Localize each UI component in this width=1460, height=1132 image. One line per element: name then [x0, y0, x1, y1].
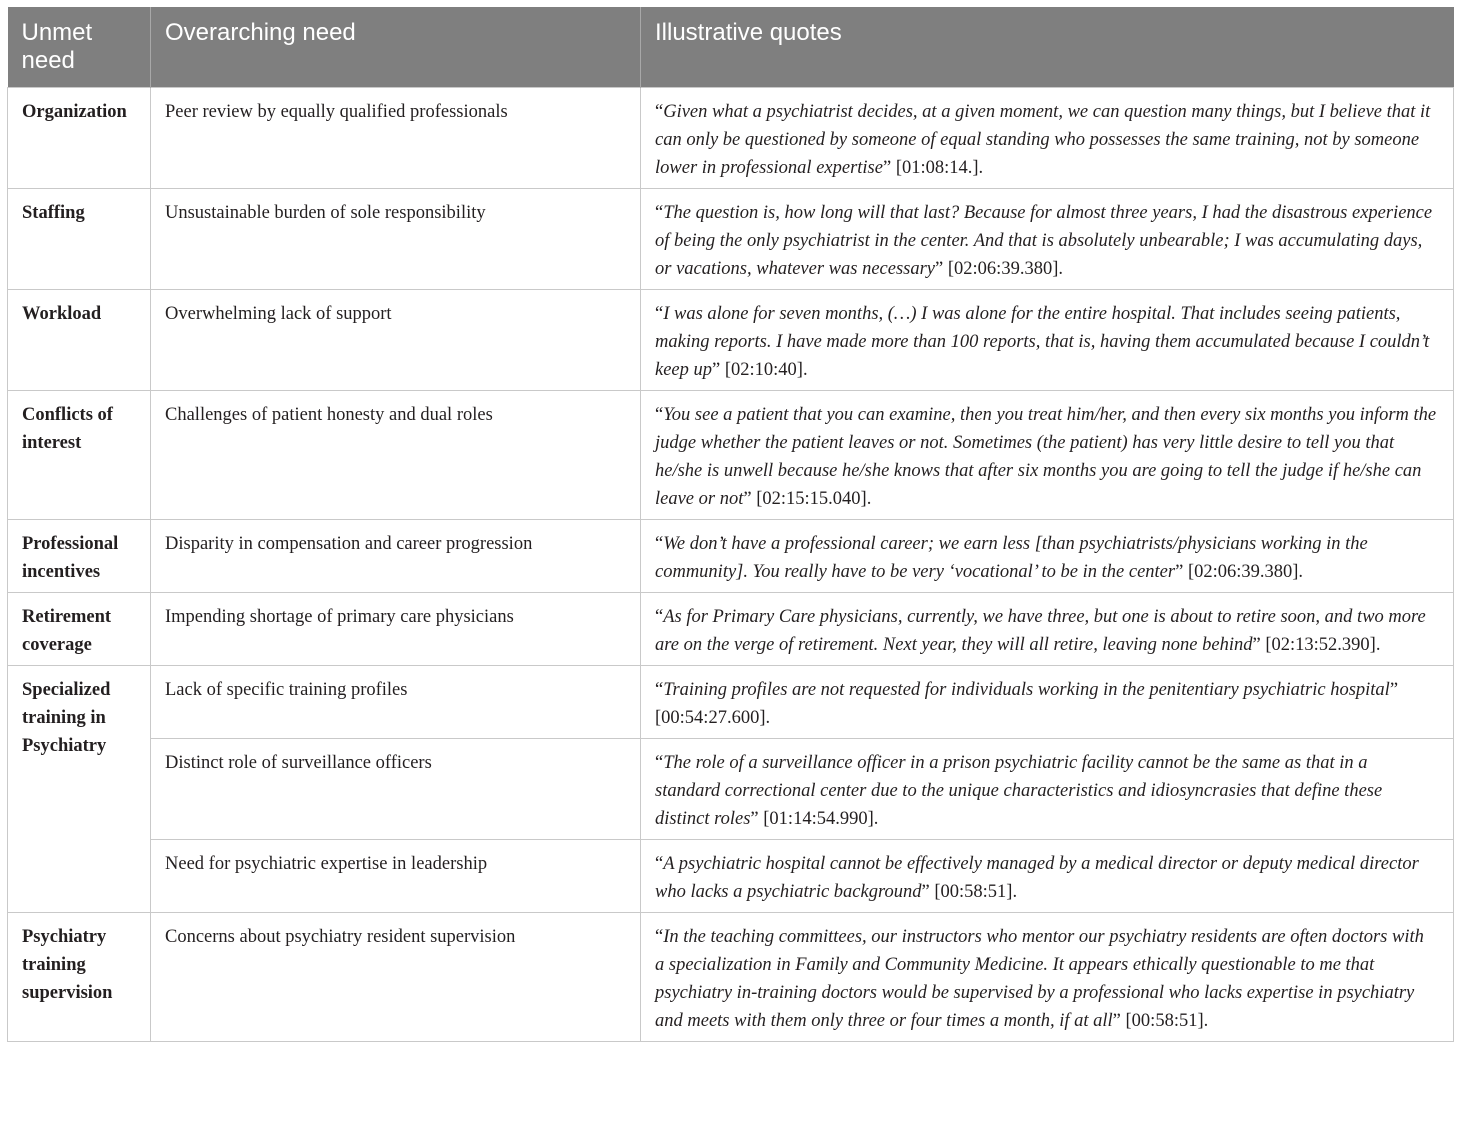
quote-text: Given what a psychiatrist decides, at a given moment, we can question many things, but I believe that it can only be questioned by someone of equal standing who possesses the same training, not by someone lower in professional expertise [655, 102, 1431, 178]
unmet-need-cell: Psychiatry training supervision [8, 913, 151, 1042]
unmet-need-cell: Organization [8, 88, 151, 189]
unmet-need-cell: Specialized training in Psychiatry [8, 666, 151, 913]
quote-timestamp: [02:13:52.390]. [1260, 635, 1381, 655]
quote-text: The role of a surveillance officer in a prison psychiatric facility cannot be the same as that in a standard correctional center due to the unique characteristics and idiosyncrasies that define these distinct roles [655, 753, 1383, 829]
overarching-need-cell: Concerns about psychiatry resident supervision [151, 913, 641, 1042]
table-row [8, 88, 1454, 189]
quote-timestamp: [01:08:14.]. [891, 158, 984, 178]
unmet-need-cell: Conflicts of interest [8, 391, 151, 520]
table-body [8, 88, 1454, 1042]
quote-timestamp: [02:06:39.380]. [1183, 562, 1304, 582]
quote-text: A psychiatric hospital cannot be effectively managed by a medical director or deputy medical director who lacks a psychiatric background [655, 854, 1419, 902]
overarching-need-cell: Unsustainable burden of sole responsibility [151, 189, 641, 290]
quote-text: I was alone for seven months, (…) I was alone for the entire hospital. That includes seeing patients, making reports. I have made more than 100 reports, that is, having them accumulated because I couldn’t keep up [655, 304, 1430, 380]
table-row [8, 840, 1454, 913]
quote-cell: “I was alone for seven months, (…) I was alone for the entire hospital. That includes seeing patients, making reports. I have made more than 100 reports, that is, having them accumulated because I couldn’t keep up” [02:10:40]. [641, 290, 1454, 391]
quote-timestamp: [02:15:15.040]. [751, 489, 872, 509]
quote-timestamp: [00:58:51]. [1120, 1011, 1209, 1031]
overarching-need-cell: Distinct role of surveillance officers [151, 739, 641, 840]
quote-cell: “Given what a psychiatrist decides, at a given moment, we can question many things, but I believe that it can only be questioned by someone of equal standing who possesses the same training, not by someone lower in professional expertise” [01:08:14.]. [641, 88, 1454, 189]
table-row [8, 666, 1454, 739]
header-unmet-need: Unmet need [8, 7, 151, 88]
quote-cell: “The role of a surveillance officer in a prison psychiatric facility cannot be the same as that in a standard correctional center due to the unique characteristics and idiosyncrasies that define these distinct roles” [01:14:54.990]. [641, 739, 1454, 840]
overarching-need-cell: Overwhelming lack of support [151, 290, 641, 391]
overarching-need-cell: Challenges of patient honesty and dual roles [151, 391, 641, 520]
overarching-need-cell: Disparity in compensation and career progression [151, 520, 641, 593]
quote-cell: “We don’t have a professional career; we earn less [than psychiatrists/physicians working in the community]. You really have to be very ‘vocational’ to be in the center” [02:06:39.380]. [641, 520, 1454, 593]
table-row [8, 913, 1454, 1042]
quote-text: As for Primary Care physicians, currently, we have three, but one is about to retire soon, and two more are on the verge of retirement. Next year, they will all retire, leaving none behind [655, 607, 1426, 655]
quote-text: In the teaching committees, our instructors who mentor our psychiatry residents are often doctors with a specialization in Family and Community Medicine. It appears ethically questionable to me that psychiatry in-training doctors would be supervised by a professional who lacks expertise in psychiatry and meets with them only three or four times a month, if at all [655, 927, 1424, 1031]
quote-cell: “Training profiles are not requested for individuals working in the penitentiary psychiatric hospital” [00:54:27.600]. [641, 666, 1454, 739]
quote-timestamp: [02:06:39.380]. [943, 259, 1063, 279]
quote-timestamp: [02:10:40]. [720, 360, 808, 380]
quote-cell: “A psychiatric hospital cannot be effectively managed by a medical director or deputy medical director who lacks a psychiatric background” [00:58:51]. [641, 840, 1454, 913]
unmet-need-cell: Retirement coverage [8, 593, 151, 666]
quote-timestamp: [01:14:54.990]. [758, 809, 879, 829]
table-row [8, 290, 1454, 391]
quote-text: Training profiles are not requested for individuals working in the penitentiary psychiatric hospital [663, 680, 1390, 700]
overarching-need-cell: Impending shortage of primary care physicians [151, 593, 641, 666]
header-illustrative-quotes: Illustrative quotes [641, 7, 1454, 88]
quote-text: We don’t have a professional career; we earn less [than psychiatrists/physicians working in the community]. You really have to be very ‘vocational’ to be in the center [655, 534, 1368, 582]
quote-text: The question is, how long will that last? Because for almost three years, I had the disastrous experience of being the only psychiatrist in the center. And that is absolutely unbearable; I was accumulating days, or vacations, whatever was necessary [655, 203, 1433, 279]
overarching-need-cell: Need for psychiatric expertise in leadership [151, 840, 641, 913]
header-overarching-need: Overarching need [151, 7, 641, 88]
quote-cell: “The question is, how long will that last? Because for almost three years, I had the disastrous experience of being the only psychiatrist in the center. And that is absolutely unbearable; I was accumulating days, or vacations, whatever was necessary” [02:06:39.380]. [641, 189, 1454, 290]
table-row [8, 189, 1454, 290]
unmet-need-cell: Workload [8, 290, 151, 391]
table-row [8, 391, 1454, 520]
quote-cell: “In the teaching committees, our instructors who mentor our psychiatry residents are often doctors with a specialization in Family and Community Medicine. It appears ethically questionable to me that psychiatry in-training doctors would be supervised by a professional who lacks expertise in psychiatry and meets with them only three or four times a month, if at all” [00:58:51]. [641, 913, 1454, 1042]
unmet-need-cell: Professional incentives [8, 520, 151, 593]
quote-text: You see a patient that you can examine, then you treat him/her, and then every six months you inform the judge whether the patient leaves or not. Sometimes (the patient) has very little desire to tell you that he/she is unwell because he/she knows that after six months you are going to tell the judge if he/she can leave or not [655, 405, 1437, 509]
table-row [8, 739, 1454, 840]
overarching-need-cell: Lack of specific training profiles [151, 666, 641, 739]
quote-cell: “You see a patient that you can examine, then you treat him/her, and then every six months you inform the judge whether the patient leaves or not. Sometimes (the patient) has very little desire to tell you that he/she is unwell because he/she knows that after six months you are going to tell the judge if he/she can leave or not” [02:15:15.040]. [641, 391, 1454, 520]
quote-cell: “As for Primary Care physicians, currently, we have three, but one is about to retire soon, and two more are on the verge of retirement. Next year, they will all retire, leaving none behind” [02:13:52.390]. [641, 593, 1454, 666]
overarching-need-cell: Peer review by equally qualified professionals [151, 88, 641, 189]
table-row [8, 593, 1454, 666]
quote-timestamp: [00:58:51]. [929, 882, 1018, 902]
quote-timestamp: [00:54:27.600]. [655, 708, 771, 728]
table-header [8, 7, 1454, 88]
table-row [8, 520, 1454, 593]
unmet-need-cell: Staffing [8, 189, 151, 290]
unmet-needs-table [7, 7, 1454, 1042]
